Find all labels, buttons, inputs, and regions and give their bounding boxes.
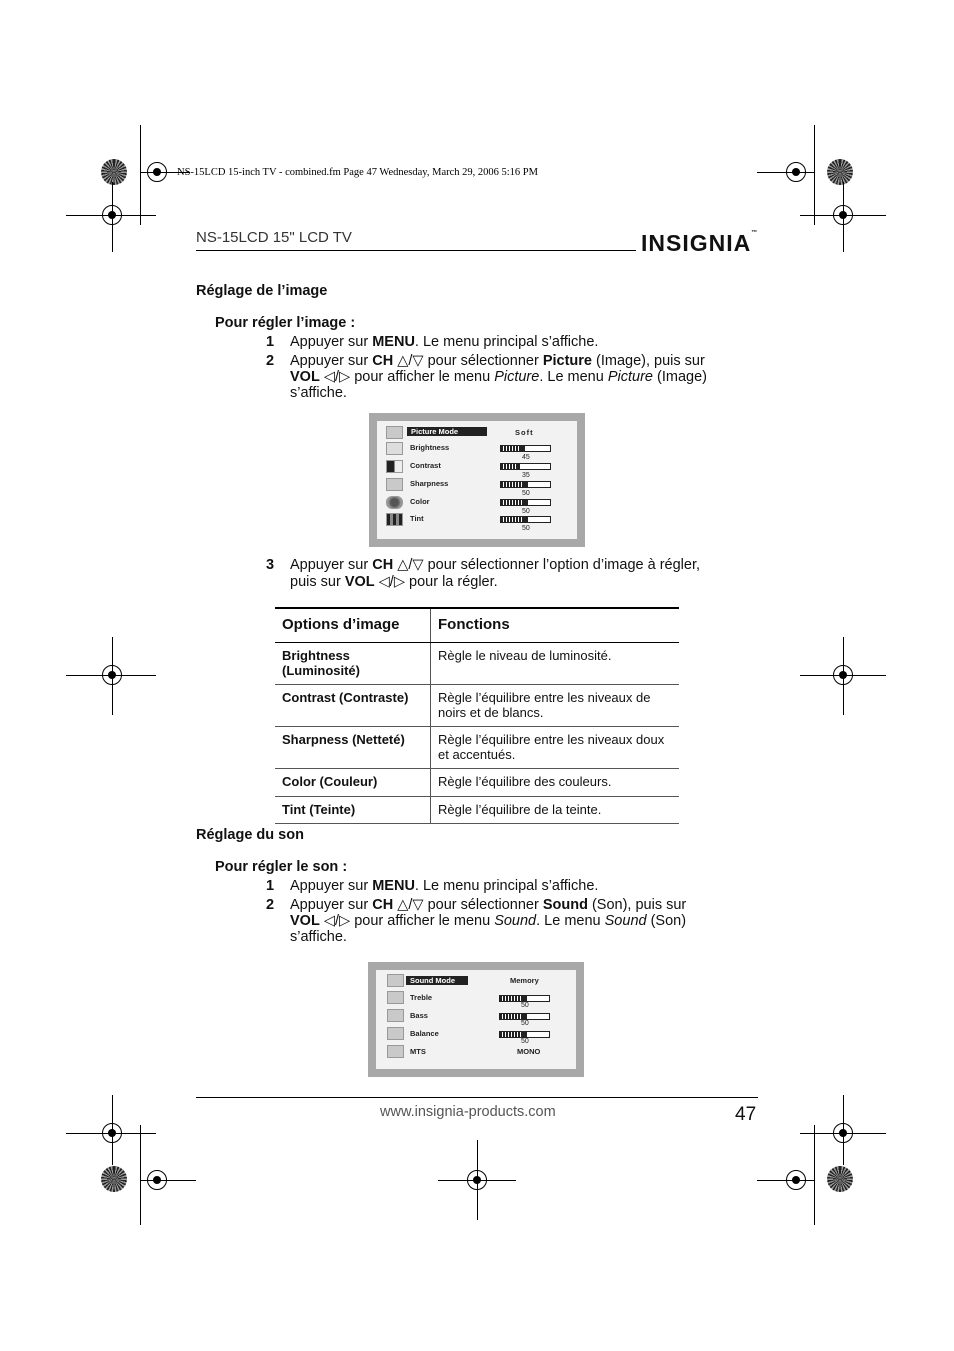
menu-label: Bass xyxy=(410,1011,428,1020)
footer-rule xyxy=(196,1097,758,1098)
contrast-slider xyxy=(500,463,551,470)
picture-step-3: 3 Appuyer sur CH △/▽ pour sélectionner l’option d’image à régler, puis sur VOL ◁/▷ pour la régler. xyxy=(266,557,701,590)
slider-value: 50 xyxy=(522,490,530,497)
bass-icon xyxy=(387,1009,404,1022)
menu-label: Tint xyxy=(410,514,424,523)
table-row xyxy=(275,768,679,796)
menu-value: Memory xyxy=(510,976,539,985)
table-row xyxy=(275,796,679,823)
subtitle-picture: Pour régler l’image : xyxy=(215,315,356,331)
option-cell: Contrast (Contraste) xyxy=(275,684,431,726)
function-cell: Règle l’équilibre entre les niveaux de noirs et de blancs. xyxy=(431,684,680,726)
footer-url[interactable]: www.insignia-products.com xyxy=(380,1104,556,1120)
slider-value: 50 xyxy=(521,1020,529,1027)
picture-mode-icon xyxy=(386,426,403,439)
menu-label: Treble xyxy=(410,993,433,1002)
table-row xyxy=(275,726,679,768)
menu-label: Color xyxy=(410,497,430,506)
menu-label: Brightness xyxy=(410,443,450,452)
menu-value: Soft xyxy=(515,428,534,437)
treble-icon xyxy=(387,991,404,1004)
sharpness-icon xyxy=(386,478,403,491)
slider-value: 50 xyxy=(522,525,530,532)
option-cell: Sharpness (Netteté) xyxy=(275,726,431,768)
slider-value: 45 xyxy=(522,454,530,461)
file-info: NS-15LCD 15-inch TV - combined.fm Page 47 Wednesday, March 29, 2006 5:16 PM xyxy=(177,167,538,178)
page-header-title: NS-15LCD 15" LCD TV xyxy=(196,229,352,246)
contrast-icon xyxy=(386,460,403,473)
slider-value: 50 xyxy=(521,1038,529,1045)
menu-label: Sharpness xyxy=(410,479,449,488)
menu-label: Contrast xyxy=(410,461,441,470)
sound-mode-icon xyxy=(387,974,404,987)
section-title-sound: Réglage du son xyxy=(196,827,304,843)
subtitle-sound: Pour régler le son : xyxy=(215,859,348,875)
menu-label: Sound Mode xyxy=(406,976,468,985)
balance-icon xyxy=(387,1027,404,1040)
function-cell: Règle l’équilibre entre les niveaux doux et accentués. xyxy=(431,726,680,768)
picture-menu-screenshot xyxy=(369,413,585,547)
menu-label: MTS xyxy=(410,1047,426,1056)
tint-icon xyxy=(386,513,403,526)
table-header: Options d’image xyxy=(275,608,431,642)
table-header: Fonctions xyxy=(431,608,680,642)
slider-value: 35 xyxy=(522,472,530,479)
treble-slider xyxy=(499,995,550,1002)
slider-value: 50 xyxy=(521,1002,529,1009)
mts-icon xyxy=(387,1045,404,1058)
menu-label: Picture Mode xyxy=(407,427,487,436)
table-row xyxy=(275,642,679,684)
page-number: 47 xyxy=(735,1104,757,1125)
sound-step-2: 2 Appuyer sur CH △/▽ pour sélectionner Sound (Son), puis sur VOL ◁/▷ pour afficher le menu Sound. Le menu Sound (Son) s’affiche. xyxy=(266,897,687,945)
sharpness-slider xyxy=(500,481,551,488)
tint-slider xyxy=(500,516,551,523)
brightness-slider xyxy=(500,445,551,452)
color-icon xyxy=(386,496,403,509)
function-cell: Règle l’équilibre de la teinte. xyxy=(431,796,680,823)
sound-menu-screenshot xyxy=(368,962,584,1077)
picture-options-table xyxy=(275,607,679,824)
option-cell: Color (Couleur) xyxy=(275,768,431,796)
header-rule xyxy=(196,250,636,251)
option-cell: Tint (Teinte) xyxy=(275,796,431,823)
menu-label: Balance xyxy=(410,1029,439,1038)
option-cell: Brightness (Luminosité) xyxy=(275,642,431,684)
section-title-picture: Réglage de l’image xyxy=(196,283,328,299)
bass-slider xyxy=(499,1013,550,1020)
sound-step-1: 1 Appuyer sur MENU. Le menu principal s’affiche. xyxy=(266,878,599,894)
color-slider xyxy=(500,499,551,506)
table-row xyxy=(275,684,679,726)
function-cell: Règle l’équilibre des couleurs. xyxy=(431,768,680,796)
picture-step-1: 1 Appuyer sur MENU. Le menu principal s’affiche. xyxy=(266,334,599,350)
slider-value: 50 xyxy=(522,508,530,515)
function-cell: Règle le niveau de luminosité. xyxy=(431,642,680,684)
brightness-icon xyxy=(386,442,403,455)
menu-value: MONO xyxy=(517,1047,541,1056)
brand-logo: INSIGNIA™ xyxy=(641,230,759,256)
picture-step-2: 2 Appuyer sur CH △/▽ pour sélectionner Picture (Image), puis sur VOL ◁/▷ pour afficher le menu Picture. Le menu Picture (Image) s’affiche. xyxy=(266,353,707,401)
balance-slider xyxy=(499,1031,550,1038)
